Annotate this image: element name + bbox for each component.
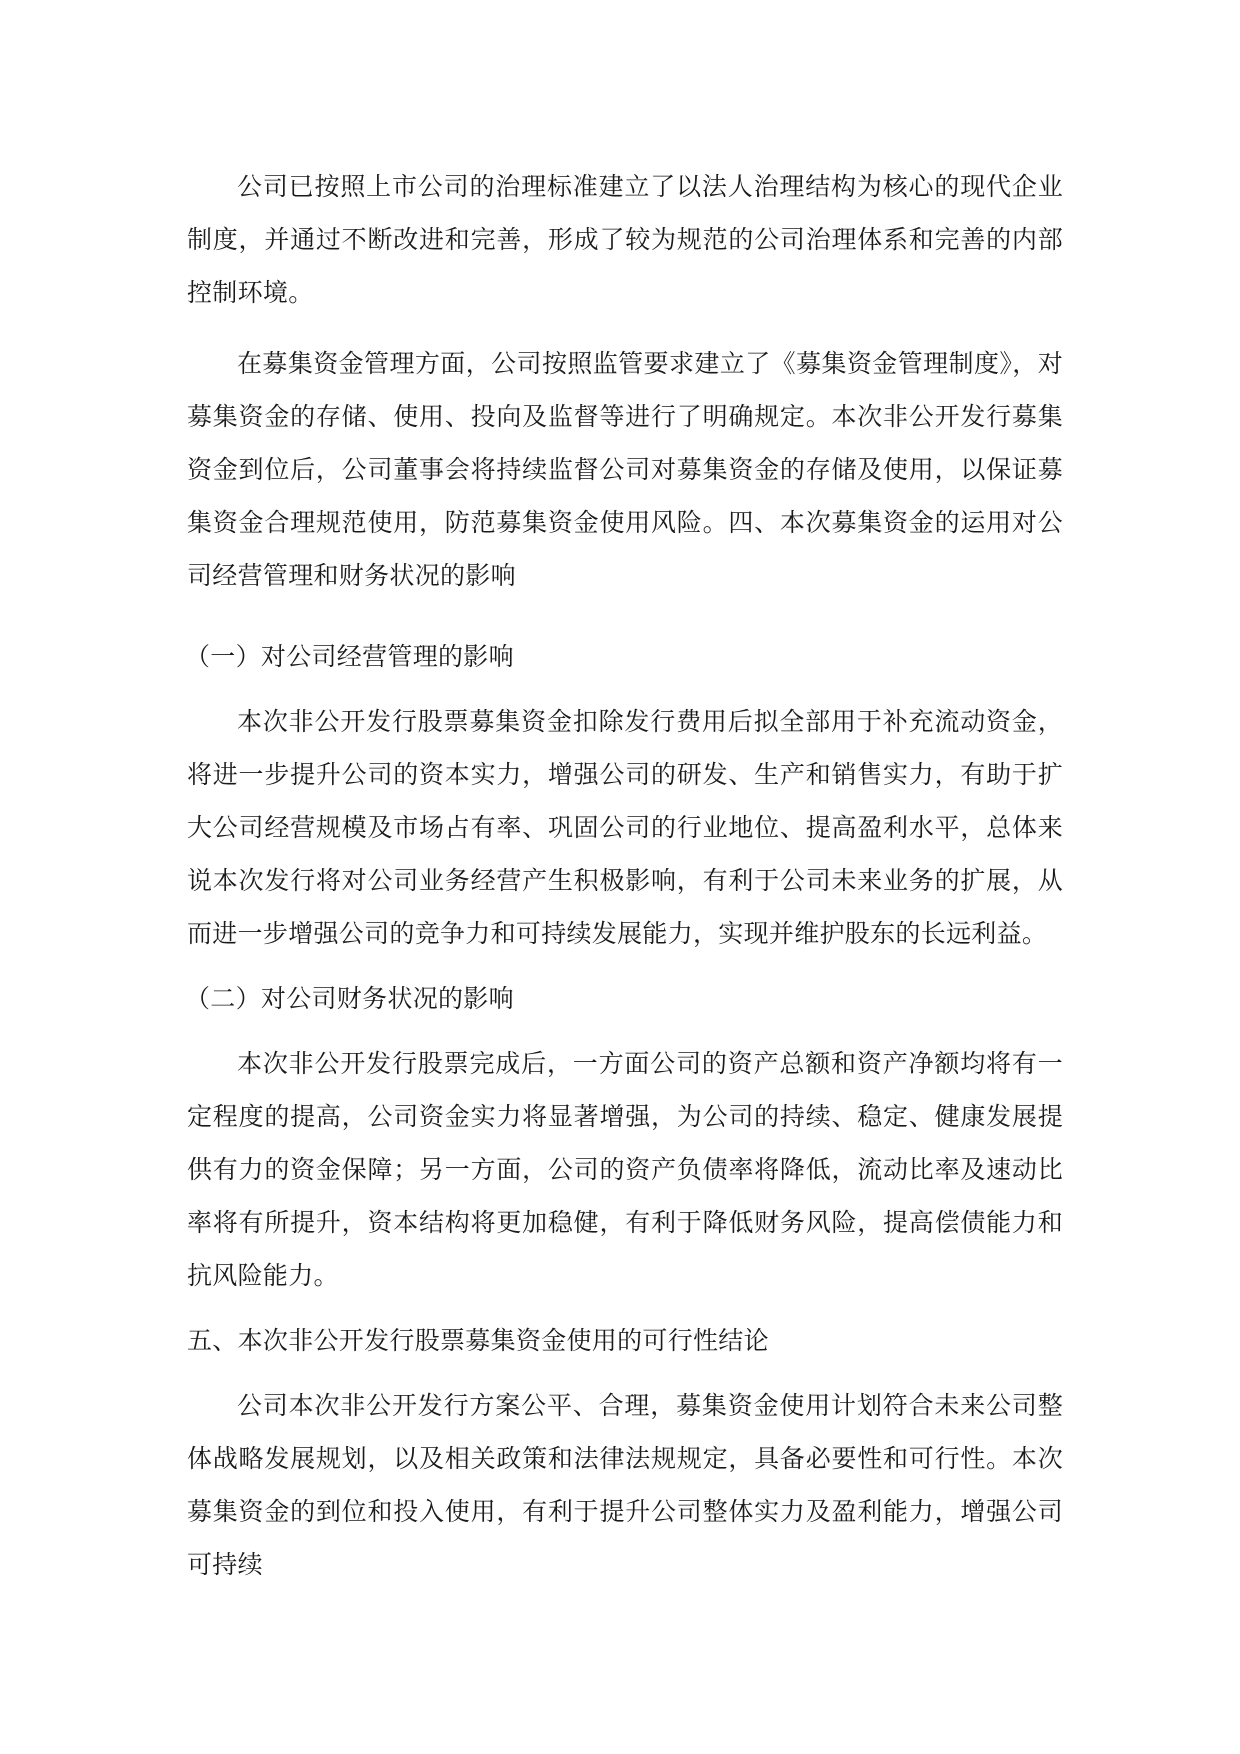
paragraph-fund-management: 在募集资金管理方面，公司按照监管要求建立了《募集资金管理制度》，对募集资金的存储、使用、投向及监督等进行了明确规定。本次非公开发行募集资金到位后，公司董事会将持续监督公司对募集资金的存储及使用，以保证募集资金合理规范使用，防范募集资金使用风险。四、本次募集资金的运用对公司经营管理和财务状况的影响 [187,349,1063,590]
heading-feasibility-conclusion: 五、本次非公开发行股票募集资金使用的可行性结论 [187,1326,769,1355]
heading-operations-impact: （一）对公司经营管理的影响 [185,642,514,671]
paragraph-governance: 公司已按照上市公司的治理标准建立了以法人治理结构为核心的现代企业制度，并通过不断改进和完善，形成了较为规范的公司治理体系和完善的内部控制环境。 [187,172,1063,307]
document-body [187,160,1063,1591]
paragraph-financial-impact: 本次非公开发行股票完成后，一方面公司的资产总额和资产净额均将有一定程度的提高，公司资金实力将显著增强，为公司的持续、稳定、健康发展提供有力的资金保障；另一方面，公司的资产负债率将降低，流动比率及速动比率将有所提升，资本结构将更加稳健，有利于降低财务风险，提高偿债能力和抗风险能力。 [187,1049,1063,1290]
paragraph-feasibility-conclusion: 公司本次非公开发行方案公平、合理，募集资金使用计划符合未来公司整体战略发展规划，以及相关政策和法律法规规定，具备必要性和可行性。本次募集资金的到位和投入使用，有利于提升公司整体实力及盈利能力，增强公司可持续 [187,1391,1063,1579]
paragraph-operations-impact: 本次非公开发行股票募集资金扣除发行费用后拟全部用于补充流动资金，将进一步提升公司的资本实力，增强公司的研发、生产和销售实力，有助于扩大公司经营规模及市场占有率、巩固公司的行业地位、提高盈利水平，总体来说本次发行将对公司业务经营产生积极影响，有利于公司未来业务的扩展，从而进一步增强公司的竞争力和可持续发展能力，实现并维护股东的长远利益。 [187,707,1063,948]
heading-financial-impact: （二）对公司财务状况的影响 [185,984,514,1013]
